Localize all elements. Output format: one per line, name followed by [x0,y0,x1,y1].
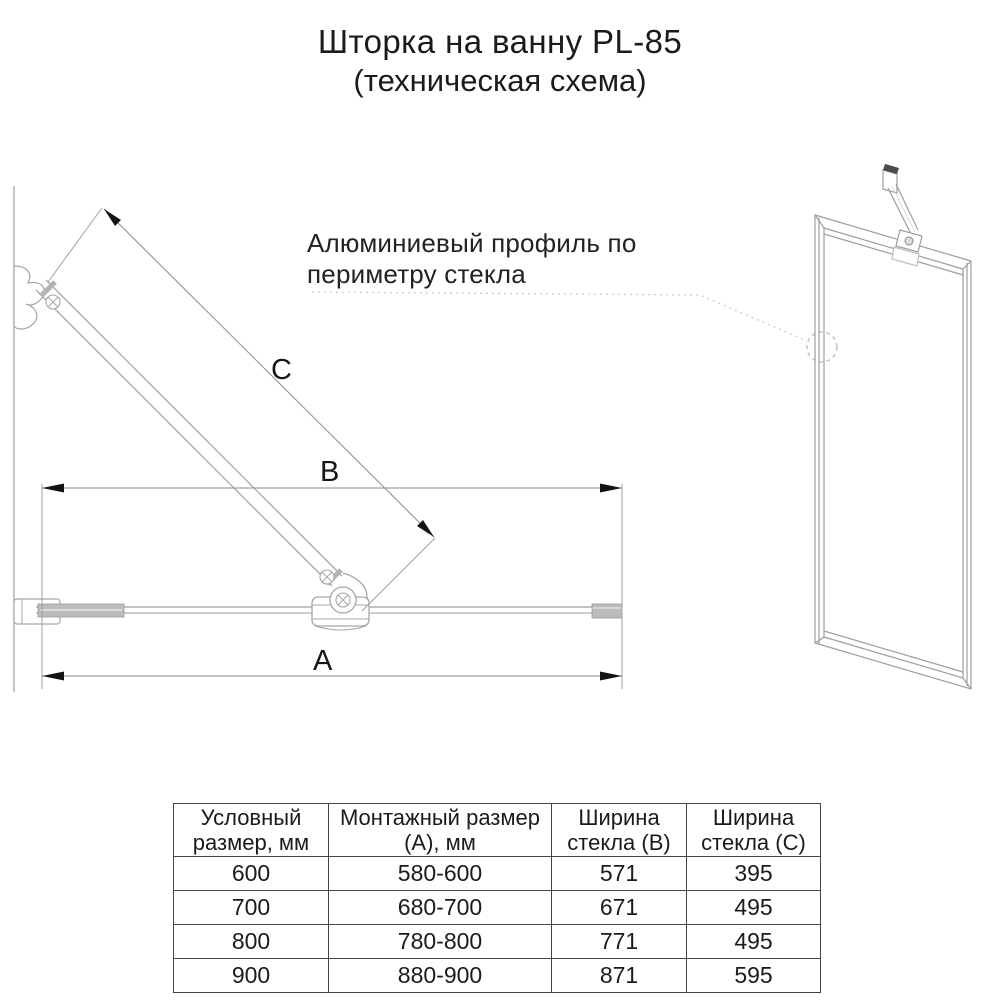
arrow-right-icon [600,484,622,493]
wall-hinge-bracket [14,266,44,329]
panel-3d-drawing [815,164,971,689]
table-cell: 580-600 [329,857,552,891]
rail-right-endcap [592,604,622,618]
dimension-b-label: B [320,456,340,488]
annotation-line-2: периметру стекла [307,259,526,289]
bar-screw-icon-top [46,295,60,309]
table-cell: 900 [174,959,329,993]
dimension-c-label: C [271,354,292,386]
title-line-2: (техническая схема) [353,63,647,98]
table-cell: 395 [687,857,821,891]
table-row [174,959,821,993]
table-cell: 495 [687,891,821,925]
table-cell: 780-800 [329,925,552,959]
table-cell: 871 [552,959,687,993]
bar-screw-icon-bottom [320,570,334,584]
dimension-a-label: A [313,645,333,677]
annotation-callout [307,228,637,290]
table-cell: 880-900 [329,959,552,993]
col-header-nominal-size: Условный размер, мм [174,804,329,857]
table-cell: 700 [174,891,329,925]
col-header-mounting-size: Монтажный размер (А), мм [329,804,552,857]
arrow-right-icon [600,672,622,681]
annotation-line-1: Алюминиевый профиль по [307,228,637,258]
dimension-a [42,645,622,681]
table-row [174,925,821,959]
support-arm [883,164,922,266]
table-cell: 600 [174,857,329,891]
glass-panel-side-bar [36,280,367,601]
table-cell: 671 [552,891,687,925]
table-cell: 571 [552,857,687,891]
sizes-table [173,803,821,993]
table-cell: 680-700 [329,891,552,925]
table-header-row [174,804,821,857]
title-line-1: Шторка на ванну PL-85 [317,23,683,60]
table-cell: 771 [552,925,687,959]
pivot-screw-icon [336,593,350,607]
callout-circle [807,332,837,362]
table-cell: 595 [687,959,821,993]
table-row [174,891,821,925]
table-cell: 495 [687,925,821,959]
arrow-left-icon [42,484,64,493]
col-header-glass-width-b: Ширина стекла (B) [552,804,687,857]
annotation-leader [312,292,837,362]
arrow-left-icon [42,672,64,681]
col-header-glass-width-c: Ширина стекла (C) [687,804,821,857]
table-row [174,857,821,891]
table-cell: 800 [174,925,329,959]
